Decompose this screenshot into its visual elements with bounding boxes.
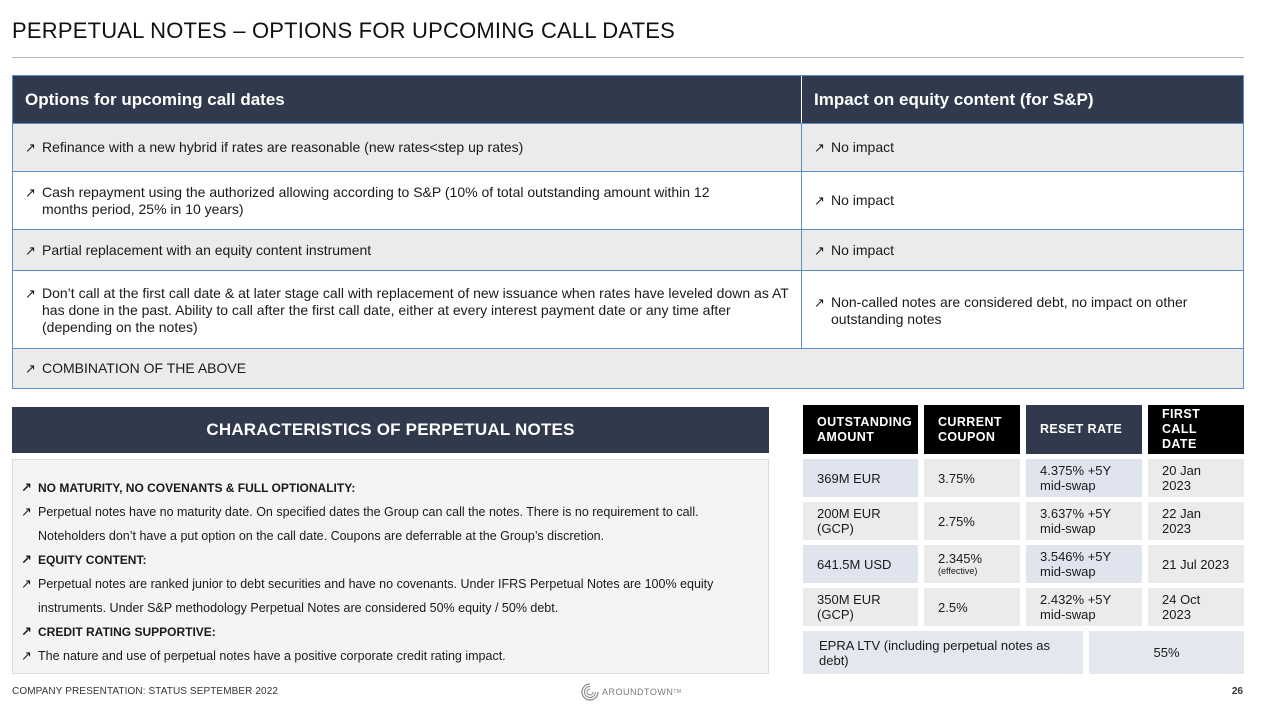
options-table-header	[13, 76, 1243, 123]
characteristic-text: Perpetual notes are ranked junior to debt securities and have no covenants. Under IFRS Perpetual Notes are 100% equity instruments. Under S&P methodology Perpetual Notes are considered 50% equity / 50% debt.	[38, 577, 714, 615]
coupon-value: 2.75%	[938, 513, 975, 529]
option-text: Partial replacement with an equity content instrument	[42, 241, 372, 258]
coupon-cell	[924, 588, 1020, 626]
epra-ltv-row	[803, 631, 1244, 674]
coupon-cell	[924, 459, 1020, 497]
impact-text: No impact	[831, 192, 895, 208]
reset-rate-cell: 2.432% +5Y mid-swap	[1026, 588, 1142, 626]
aroundtown-logo-icon	[580, 682, 600, 702]
options-row	[13, 123, 1243, 171]
option-text: Refinance with a new hybrid if rates are reasonable (new rates<step up rates)	[42, 139, 524, 155]
notes-row	[803, 502, 1244, 540]
arrow-up-right-icon: ↗	[21, 576, 32, 591]
arrow-up-right-icon: ↗	[21, 552, 32, 567]
notes-row	[803, 545, 1244, 583]
characteristics-panel	[12, 459, 769, 674]
notes-row	[803, 588, 1244, 626]
arrow-up-right-icon: ↗	[814, 140, 825, 155]
characteristic-text: The nature and use of perpetual notes have a positive corporate credit rating impact.	[38, 649, 506, 663]
characteristic-item	[21, 548, 760, 572]
reset-rate-cell: 4.375% +5Y mid-swap	[1026, 459, 1142, 497]
company-logo	[580, 682, 682, 702]
options-header-right: Impact on equity content (for S&P)	[814, 90, 1094, 109]
header-current-coupon: CURRENT COUPON	[924, 405, 1020, 454]
coupon-cell	[924, 545, 1020, 583]
amount-cell: 369M EUR	[803, 459, 918, 497]
option-text: Don’t call at the first call date & at later stage call with replacement of new issuance when rates have leveled down as AT has done in the past. Ability to call after the first call date, either at every interest payment date or any time after (depending on the notes)	[42, 285, 789, 335]
amount-cell: 200M EUR (GCP)	[803, 502, 918, 540]
options-header-left: Options for upcoming call dates	[13, 76, 802, 123]
characteristic-item	[21, 572, 760, 620]
title-divider	[12, 57, 1244, 58]
call-date-cell: 21 Jul 2023	[1148, 545, 1244, 583]
characteristic-item	[21, 620, 760, 644]
header-outstanding-amount: OUTSTANDING AMOUNT	[803, 405, 918, 454]
call-date-cell: 22 Jan 2023	[1148, 502, 1244, 540]
coupon-value: 2.345%	[938, 551, 983, 566]
reset-rate-cell: 3.546% +5Y mid-swap	[1026, 545, 1142, 583]
options-row	[13, 229, 1243, 270]
characteristic-item	[21, 500, 760, 548]
header-first-call-date: FIRST CALL DATE	[1148, 405, 1244, 454]
options-table	[12, 75, 1244, 389]
arrow-up-right-icon: ↗	[814, 295, 825, 310]
arrow-up-right-icon: ↗	[21, 480, 32, 495]
header-reset-rate: RESET RATE	[1026, 405, 1142, 454]
characteristic-item	[21, 476, 760, 500]
options-row	[13, 270, 1243, 348]
coupon-value: 3.75%	[938, 470, 975, 486]
arrow-up-right-icon: ↗	[21, 624, 32, 639]
call-date-cell: 24 Oct 2023	[1148, 588, 1244, 626]
call-date-cell: 20 Jan 2023	[1148, 459, 1244, 497]
logo-text: AROUNDTOWN	[602, 687, 674, 697]
arrow-up-right-icon: ↗	[25, 140, 36, 155]
coupon-note: (effective)	[938, 566, 978, 576]
characteristic-item	[21, 644, 760, 668]
reset-rate-cell: 3.637% +5Y mid-swap	[1026, 502, 1142, 540]
ltv-label: EPRA LTV (including perpetual notes as debt)	[803, 631, 1083, 674]
options-row	[13, 171, 1243, 229]
arrow-up-right-icon: ↗	[25, 361, 36, 376]
impact-text: No impact	[831, 139, 895, 155]
arrow-up-right-icon: ↗	[21, 504, 32, 519]
characteristic-text: Perpetual notes have no maturity date. On specified dates the Group can call the notes. There is no requirement to call. Noteholders don’t have a put option on the call date. Coupons are deferrable at the Group’s discretion.	[38, 505, 699, 543]
impact-text: Non-called notes are considered debt, no impact on other outstanding notes	[831, 294, 1188, 327]
notes-row	[803, 459, 1244, 497]
arrow-up-right-icon: ↗	[25, 185, 36, 200]
notes-table	[803, 405, 1244, 631]
ltv-value: 55%	[1089, 631, 1244, 674]
amount-cell: 641.5M USD	[803, 545, 918, 583]
footer-status: COMPANY PRESENTATION: STATUS SEPTEMBER 2022	[12, 686, 279, 697]
option-text: Cash repayment using the authorized allowing according to S&P (10% of total outstanding amount within 12 months period, 25% in 10 years)	[42, 184, 710, 217]
amount-cell: 350M EUR (GCP)	[803, 588, 918, 626]
arrow-up-right-icon: ↗	[814, 242, 825, 258]
arrow-up-right-icon: ↗	[814, 193, 825, 208]
coupon-value: 2.5%	[938, 599, 968, 615]
coupon-cell	[924, 502, 1020, 540]
characteristic-heading: CREDIT RATING SUPPORTIVE:	[38, 625, 216, 639]
logo-trademark: TM	[673, 689, 682, 695]
notes-table-header	[803, 405, 1244, 454]
characteristics-heading: CHARACTERISTICS OF PERPETUAL NOTES	[12, 407, 769, 453]
characteristic-heading: NO MATURITY, NO COVENANTS & FULL OPTIONALITY:	[38, 481, 356, 495]
arrow-up-right-icon: ↗	[25, 242, 36, 258]
combination-text: COMBINATION OF THE ABOVE	[42, 360, 247, 376]
page-title: PERPETUAL NOTES – OPTIONS FOR UPCOMING CALL DATES	[12, 18, 675, 43]
characteristic-heading: EQUITY CONTENT:	[38, 553, 147, 567]
arrow-up-right-icon: ↗	[21, 648, 32, 663]
options-row-combination	[13, 348, 1243, 388]
arrow-up-right-icon: ↗	[25, 286, 36, 301]
page-number: 26	[1231, 686, 1243, 697]
impact-text: No impact	[831, 241, 895, 258]
